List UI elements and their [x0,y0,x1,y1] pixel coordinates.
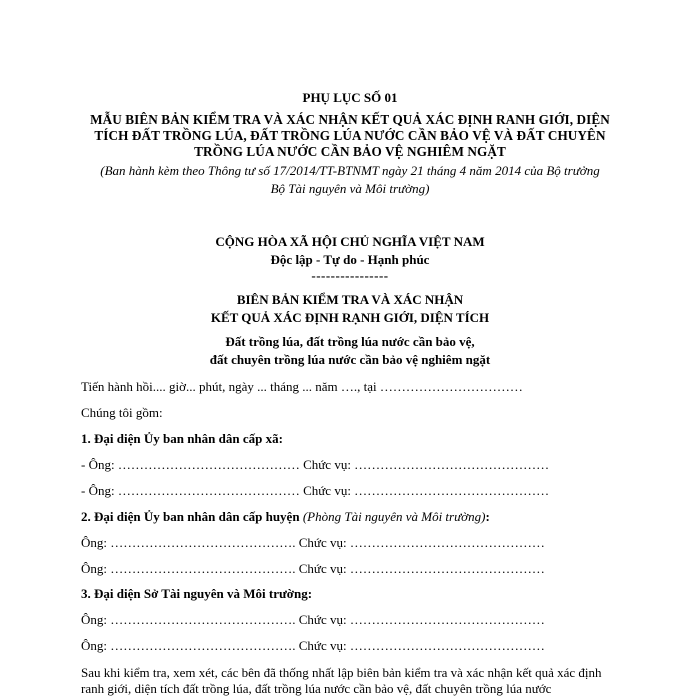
template-title-line-3: TRỒNG LÚA NƯỚC CẦN BẢO VỆ NGHIÊM NGẶT [194,144,506,159]
form-title-line-2: KẾT QUẢ XÁC ĐỊNH RẠNH GIỚI, DIỆN TÍCH [210,310,490,325]
conclusion-paragraph: Sau khi kiểm tra, xem xét, các bên đã thống nhất lập biên bản kiểm tra và xác nhận kết quả xác định ranh giới, diện tích đất trồng lúa, đất trồng lúa nước cần bảo vệ, đất chuyên trồng lúa nước [81,665,602,696]
form-subtitle-line-2: đất chuyên trồng lúa nước cần bảo vệ nghiêm ngặt [209,352,491,367]
section-2-row-1: Ông: ……………………………………. Chức vụ: ……………………………………… [81,535,545,550]
form-title-line-1: BIÊN BẢN KIỂM TRA VÀ XÁC NHẬN [236,292,464,307]
issued-by-line-2: Bộ Tài nguyên và Môi trường) [270,181,430,196]
section-3-heading: 3. Đại diện Sở Tài nguyên và Môi trường: [81,586,313,601]
section-2-heading [81,509,490,525]
section-2-heading-note: (Phòng Tài nguyên và Môi trường) [302,509,486,524]
section-2-row-2: Ông: ……………………………………. Chức vụ: ……………………………………… [81,561,545,576]
section-2-heading-end: : [485,509,490,524]
template-title-line-1: MẪU BIÊN BẢN KIỂM TRA VÀ XÁC NHẬN KẾT QUẢ XÁC ĐỊNH RANH GIỚI, DIỆN [90,112,610,127]
national-motto: Độc lập - Tự do - Hạnh phúc [270,252,430,267]
section-3-row-2: Ông: ……………………………………. Chức vụ: ……………………………………… [81,638,545,653]
time-place-line: Tiến hành hồi.... giờ... phút, ngày ... tháng ... năm …., tại …………………………… [81,379,523,394]
template-title-line-2: TÍCH ĐẤT TRỒNG LÚA, ĐẤT TRỒNG LÚA NƯỚC CẦN BẢO VỆ VÀ ĐẤT CHUYÊN [94,128,606,143]
section-2-heading-text: 2. Đại diện Ủy ban nhân dân cấp huyện [81,509,300,524]
we-include-label: Chúng tôi gồm: [81,405,163,420]
issued-by-line-1: (Ban hành kèm theo Thông tư số 17/2014/TT-BTNMT ngày 21 tháng 4 năm 2014 của Bộ trưởng [100,163,600,178]
section-1-row-2: - Ông: …………………………………… Chức vụ: ……………………………………… [81,483,550,498]
section-1-row-1: - Ông: …………………………………… Chức vụ: ……………………………………… [81,457,550,472]
country-name: CỘNG HÒA XÃ HỘI CHỦ NGHĨA VIỆT NAM [215,234,485,249]
appendix-label: PHỤ LỤC SỐ 01 [302,90,398,105]
motto-divider: ---------------- [311,268,389,283]
section-1-heading: 1. Đại diện Ủy ban nhân dân cấp xã: [81,431,283,446]
section-3-row-1: Ông: ……………………………………. Chức vụ: ……………………………………… [81,612,545,627]
form-subtitle-line-1: Đất trồng lúa, đất trồng lúa nước cần bảo vệ, [225,334,475,349]
